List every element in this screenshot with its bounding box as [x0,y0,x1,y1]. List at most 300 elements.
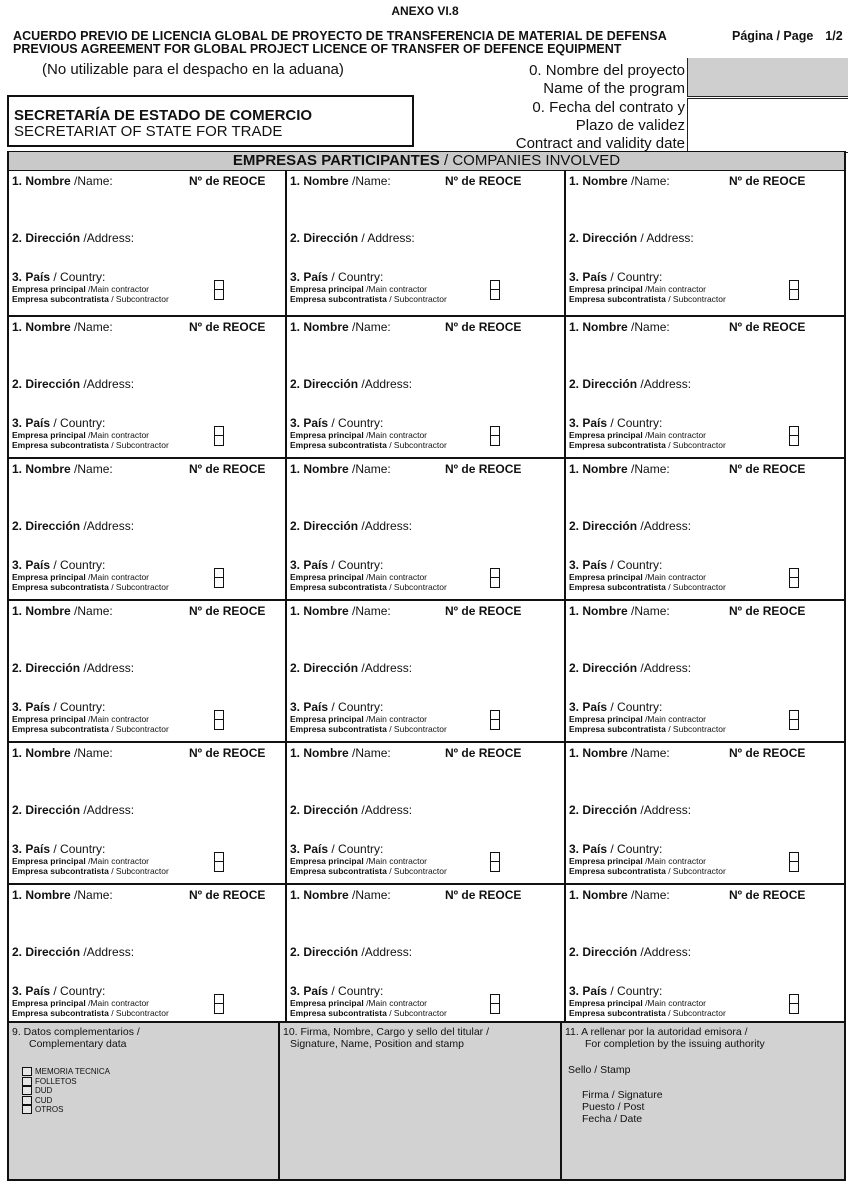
not-usable-note: (No utilizable para el despacho en la aduana) [42,61,344,78]
name-label-es: 1. Nombre [569,320,628,334]
address-label-es: 2. Dirección [569,661,638,675]
reoce-label: Nº de REOCE [189,746,266,760]
name-label-es: 1. Nombre [569,604,628,618]
address-label-es: 2. Dirección [569,519,638,533]
address-label-es: 2. Dirección [569,945,638,959]
name-label-en: /Name: [631,174,670,188]
doc-item[interactable] [22,1096,110,1106]
main-contractor-label [569,572,706,582]
main-contractor-label [290,856,427,866]
main-contractor-label [12,284,149,294]
address-label-es: 2. Dirección [12,945,81,959]
reoce-label: Nº de REOCE [189,888,266,902]
main-label-es: Empresa principal [290,572,364,582]
secretariat-en: SECRETARIAT OF STATE FOR TRADE [14,123,283,140]
company-cell [9,171,287,317]
main-label-es: Empresa principal [569,714,643,724]
address-label-es: 2. Dirección [12,231,81,245]
reoce-label: Nº de REOCE [189,604,266,618]
company-country-label[interactable] [569,558,662,572]
main-label-es: Empresa principal [569,856,643,866]
company-cell [9,601,287,743]
sub-label-es: Empresa subcontratista [12,440,109,450]
company-name-label[interactable] [290,320,391,334]
contract-date-label-en: Contract and validity date [515,135,685,152]
company-name-label[interactable] [569,604,670,618]
doc-item[interactable] [22,1067,110,1077]
main-contractor-label [569,284,706,294]
name-label-en: /Name: [352,462,391,476]
country-label-en: / Country: [607,984,663,998]
main-contractor-label [290,284,427,294]
name-label-es: 1. Nombre [12,462,71,476]
main-contractor-label [12,572,149,582]
subcontractor-label [290,294,447,304]
reoce-label: Nº de REOCE [445,320,522,334]
name-label-es: 1. Nombre [12,174,71,188]
sub-label-en: / Subcontractor [108,582,169,592]
company-name-label[interactable] [569,746,670,760]
name-label-es: 1. Nombre [290,604,349,618]
address-label-en: /Address: [640,377,692,391]
subcontractor-label [569,866,726,876]
address-label-es: 2. Dirección [290,519,359,533]
sub-label-en: / Subcontractor [665,582,726,592]
companies-title-en: COMPANIES INVOLVED [452,152,621,169]
main-contractor-label [569,856,706,866]
name-label-en: /Name: [352,320,391,334]
doc-item[interactable] [22,1086,110,1096]
signature-label: Firma / Signature [582,1089,663,1101]
country-label-en: / Country: [328,416,384,430]
company-name-label[interactable] [290,746,391,760]
country-label-es: 3. País [290,984,329,998]
contractor-type-checkbox[interactable] [214,426,224,446]
main-contractor-label [290,430,427,440]
company-address-label[interactable] [569,661,691,675]
contractor-type-checkbox[interactable] [789,426,799,446]
name-label-es: 1. Nombre [569,746,628,760]
doc-checkbox[interactable] [22,1077,32,1086]
country-label-es: 3. País [290,270,329,284]
country-label-es: 3. País [569,984,608,998]
country-label-en: / Country: [328,700,384,714]
name-label-en: /Name: [631,604,670,618]
company-address-label[interactable] [12,661,134,675]
secretariat-es: SECRETARÍA DE ESTADO DE COMERCIO [14,107,313,124]
company-address-label[interactable] [569,945,691,959]
name-label-es: 1. Nombre [569,888,628,902]
doc-checkbox[interactable] [22,1067,32,1076]
main-contractor-label [12,714,149,724]
subcontractor-label [12,294,169,304]
company-name-label[interactable] [569,174,670,188]
country-label-en: / Country: [328,842,384,856]
company-address-label[interactable] [12,803,134,817]
company-country-label[interactable] [290,558,383,572]
company-address-label[interactable] [569,803,691,817]
page-label: Página / Page [732,29,814,43]
company-country-label[interactable] [290,984,383,998]
sub-label-es: Empresa subcontratista [12,1008,109,1018]
subcontractor-label [290,724,447,734]
company-country-label[interactable] [12,416,105,430]
main-label-en: /Main contractor [642,284,707,294]
stamp-label: Sello / Stamp [568,1064,631,1076]
main-label-en: /Main contractor [363,572,428,582]
subcontractor-label [12,724,169,734]
reoce-label: Nº de REOCE [445,746,522,760]
main-label-en: /Main contractor [363,714,428,724]
reoce-label: Nº de REOCE [445,174,522,188]
company-country-label[interactable] [290,700,383,714]
country-label-en: / Country: [328,984,384,998]
main-label-es: Empresa principal [290,284,364,294]
name-label-es: 1. Nombre [290,888,349,902]
sub-label-es: Empresa subcontratista [569,724,666,734]
company-address-label[interactable] [12,231,134,245]
company-name-label[interactable] [290,462,391,476]
company-country-label[interactable] [12,558,105,572]
name-label-es: 1. Nombre [290,174,349,188]
company-country-label[interactable] [569,270,662,284]
companies-header [9,152,844,171]
subcontractor-label [290,866,447,876]
company-address-label[interactable] [290,377,412,391]
sub-label-en: / Subcontractor [386,866,447,876]
doc-item[interactable] [22,1077,110,1087]
company-address-label[interactable] [569,519,691,533]
address-label-en: /Address: [361,661,413,675]
address-label-es: 2. Dirección [12,377,81,391]
contractor-type-checkbox[interactable] [789,280,799,300]
country-label-es: 3. País [12,700,51,714]
sub-label-en: / Subcontractor [665,440,726,450]
sub-label-es: Empresa subcontratista [290,1008,387,1018]
subcontractor-label [569,440,726,450]
doc-label: FOLLETOS [35,1076,77,1086]
company-name-label[interactable] [569,320,670,334]
main-label-es: Empresa principal [569,998,643,1008]
company-country-label[interactable] [12,270,105,284]
company-country-label[interactable] [569,842,662,856]
signature-title-es: 10. Firma, Nombre, Cargo y sello del titular / [283,1026,489,1038]
main-label-en: /Main contractor [85,714,150,724]
document-checklist [22,1067,110,1115]
address-label-es: 2. Dirección [290,377,359,391]
subcontractor-label [12,1008,169,1018]
contractor-type-checkbox[interactable] [490,568,500,588]
address-label-en: /Address: [83,231,135,245]
company-country-label[interactable] [290,842,383,856]
companies-title-es: EMPRESAS PARTICIPANTES [232,152,440,169]
name-label-en: /Name: [74,174,113,188]
address-label-en: / Address: [640,231,694,245]
country-label-en: / Country: [50,984,106,998]
main-contractor-label [290,572,427,582]
company-address-label[interactable] [569,377,691,391]
name-label-es: 1. Nombre [12,320,71,334]
reoce-label: Nº de REOCE [729,604,806,618]
company-address-label[interactable] [290,661,412,675]
company-name-label[interactable] [12,604,113,618]
name-label-es: 1. Nombre [12,888,71,902]
address-label-en: /Address: [83,377,135,391]
main-label-es: Empresa principal [12,714,86,724]
company-name-label[interactable] [12,320,113,334]
name-label-en: /Name: [352,746,391,760]
subcontractor-label [290,440,447,450]
company-country-label[interactable] [12,842,105,856]
country-label-es: 3. País [569,270,608,284]
country-label-en: / Country: [50,270,106,284]
country-label-en: / Country: [607,416,663,430]
name-label-en: /Name: [631,888,670,902]
contract-date-field[interactable] [687,98,848,153]
company-name-label[interactable] [12,462,113,476]
address-label-en: /Address: [640,945,692,959]
company-cell [287,459,566,601]
company-address-label[interactable] [290,519,412,533]
sub-label-es: Empresa subcontratista [569,1008,666,1018]
address-label-en: /Address: [83,519,135,533]
page-number: 1/2 [825,29,843,43]
reoce-label: Nº de REOCE [445,604,522,618]
contractor-type-checkbox[interactable] [789,994,799,1014]
authority-box [562,1023,844,1179]
complementary-title-en: Complementary data [29,1038,127,1050]
company-country-label[interactable] [12,700,105,714]
name-label-es: 1. Nombre [569,174,628,188]
reoce-label: Nº de REOCE [189,462,266,476]
sub-label-en: / Subcontractor [386,1008,447,1018]
company-address-label[interactable] [290,231,415,245]
subcontractor-label [12,440,169,450]
company-name-label[interactable] [290,174,391,188]
company-name-label[interactable] [290,888,391,902]
name-label-en: /Name: [631,746,670,760]
main-label-en: /Main contractor [363,284,428,294]
country-label-en: / Country: [50,700,106,714]
contractor-type-checkbox[interactable] [214,280,224,300]
address-label-en: /Address: [640,661,692,675]
contract-date-label-es: 0. Fecha del contrato y [532,99,685,116]
reoce-label: Nº de REOCE [729,888,806,902]
name-label-es: 1. Nombre [12,746,71,760]
company-address-label[interactable] [12,377,134,391]
sub-label-en: / Subcontractor [108,724,169,734]
company-cell [287,885,566,1023]
authority-title-en: For completion by the issuing authority [585,1038,765,1050]
main-label-en: /Main contractor [642,572,707,582]
subcontractor-label [290,582,447,592]
main-label-es: Empresa principal [569,572,643,582]
company-country-label[interactable] [12,984,105,998]
contractor-type-checkbox[interactable] [490,852,500,872]
country-label-es: 3. País [12,984,51,998]
sub-label-es: Empresa subcontratista [569,294,666,304]
sub-label-en: / Subcontractor [386,582,447,592]
company-cell [9,743,287,885]
main-label-es: Empresa principal [290,998,364,1008]
sub-label-en: / Subcontractor [665,1008,726,1018]
contractor-type-checkbox[interactable] [490,994,500,1014]
contractor-type-checkbox[interactable] [214,710,224,730]
name-label-en: /Name: [352,888,391,902]
company-cell [566,885,844,1023]
company-address-label[interactable] [290,803,412,817]
company-cell [9,459,287,601]
company-cell [9,885,287,1023]
contractor-type-checkbox[interactable] [490,426,500,446]
company-country-label[interactable] [569,416,662,430]
reoce-label: Nº de REOCE [729,746,806,760]
contractor-type-checkbox[interactable] [789,852,799,872]
sub-label-es: Empresa subcontratista [290,866,387,876]
sub-label-es: Empresa subcontratista [12,294,109,304]
doc-item[interactable] [22,1105,110,1115]
contractor-type-checkbox[interactable] [490,710,500,730]
sub-label-en: / Subcontractor [386,294,447,304]
country-label-es: 3. País [12,558,51,572]
post-label: Puesto / Post [582,1101,645,1113]
sub-label-es: Empresa subcontratista [290,294,387,304]
project-name-field[interactable] [687,58,848,97]
country-label-es: 3. País [290,416,329,430]
country-label-en: / Country: [50,842,106,856]
company-country-label[interactable] [569,984,662,998]
company-name-label[interactable] [290,604,391,618]
sub-label-es: Empresa subcontratista [290,582,387,592]
sub-label-es: Empresa subcontratista [12,582,109,592]
company-country-label[interactable] [290,416,383,430]
company-cell [566,317,844,459]
contractor-type-checkbox[interactable] [789,710,799,730]
main-label-es: Empresa principal [290,430,364,440]
contractor-type-checkbox[interactable] [214,852,224,872]
main-contractor-label [290,714,427,724]
main-contractor-label [569,998,706,1008]
doc-checkbox[interactable] [22,1096,32,1105]
address-label-en: / Address: [361,231,415,245]
doc-label: MEMORIA TECNICA [35,1067,110,1076]
country-label-en: / Country: [607,558,663,572]
company-name-label[interactable] [569,462,670,476]
company-address-label[interactable] [290,945,412,959]
main-label-es: Empresa principal [12,430,86,440]
form-title-es: ACUERDO PREVIO DE LICENCIA GLOBAL DE PROYECTO DE TRANSFERENCIA DE MATERIAL DE DEFENSA [13,29,667,43]
main-label-en: /Main contractor [85,998,150,1008]
company-country-label[interactable] [569,700,662,714]
page-indicator [732,29,843,43]
address-label-es: 2. Dirección [569,231,638,245]
reoce-label: Nº de REOCE [729,462,806,476]
main-label-en: /Main contractor [85,856,150,866]
contractor-type-checkbox[interactable] [490,280,500,300]
form-title-en: PREVIOUS AGREEMENT FOR GLOBAL PROJECT LICENCE OF TRANSFER OF DEFENCE EQUIPMENT [13,42,622,56]
company-name-label[interactable] [12,174,113,188]
company-address-label[interactable] [12,519,134,533]
address-label-en: /Address: [361,377,413,391]
sub-label-es: Empresa subcontratista [290,440,387,450]
reoce-label: Nº de REOCE [729,320,806,334]
name-label-en: /Name: [74,888,113,902]
address-label-es: 2. Dirección [290,803,359,817]
main-label-es: Empresa principal [290,856,364,866]
name-label-en: /Name: [74,462,113,476]
name-label-en: /Name: [631,462,670,476]
address-label-en: /Address: [361,519,413,533]
company-country-label[interactable] [290,270,383,284]
main-label-es: Empresa principal [12,572,86,582]
main-contractor-label [12,856,149,866]
company-address-label[interactable] [569,231,694,245]
country-label-es: 3. País [290,842,329,856]
main-contractor-label [12,430,149,440]
annex-label: ANEXO VI.8 [391,4,459,18]
company-name-label[interactable] [569,888,670,902]
sub-label-es: Empresa subcontratista [569,440,666,450]
doc-checkbox[interactable] [22,1086,32,1095]
company-cell [566,743,844,885]
sub-label-es: Empresa subcontratista [569,582,666,592]
contractor-type-checkbox[interactable] [214,568,224,588]
doc-label: OTROS [35,1105,64,1114]
sub-label-es: Empresa subcontratista [290,724,387,734]
name-label-es: 1. Nombre [12,604,71,618]
name-label-en: /Name: [74,604,113,618]
subcontractor-label [12,582,169,592]
company-name-label[interactable] [12,888,113,902]
name-label-en: /Name: [352,174,391,188]
company-name-label[interactable] [12,746,113,760]
complementary-data-box [9,1023,280,1179]
company-cell [566,459,844,601]
name-label-en: /Name: [74,746,113,760]
signature-box[interactable] [280,1023,562,1179]
sub-label-en: / Subcontractor [108,866,169,876]
address-label-es: 2. Dirección [569,377,638,391]
doc-checkbox[interactable] [22,1105,32,1114]
main-contractor-label [290,998,427,1008]
country-label-es: 3. País [569,558,608,572]
main-label-en: /Main contractor [642,856,707,866]
sub-label-es: Empresa subcontratista [569,866,666,876]
reoce-label: Nº de REOCE [189,320,266,334]
contractor-type-checkbox[interactable] [214,994,224,1014]
name-label-en: /Name: [352,604,391,618]
country-label-en: / Country: [328,558,384,572]
company-cell [566,601,844,743]
main-label-en: /Main contractor [85,284,150,294]
main-label-es: Empresa principal [12,998,86,1008]
company-cell [287,601,566,743]
name-label-en: /Name: [631,320,670,334]
company-address-label[interactable] [12,945,134,959]
main-label-en: /Main contractor [85,572,150,582]
contractor-type-checkbox[interactable] [789,568,799,588]
authority-title-es: 11. A rellenar por la autoridad emisora / [565,1026,748,1038]
name-label-es: 1. Nombre [569,462,628,476]
address-label-en: /Address: [83,945,135,959]
main-label-es: Empresa principal [569,430,643,440]
country-label-es: 3. País [12,842,51,856]
country-label-en: / Country: [607,842,663,856]
project-name-label-es: 0. Nombre del proyecto [529,62,685,79]
country-label-es: 3. País [569,416,608,430]
address-label-es: 2. Dirección [12,803,81,817]
address-label-en: /Address: [361,945,413,959]
